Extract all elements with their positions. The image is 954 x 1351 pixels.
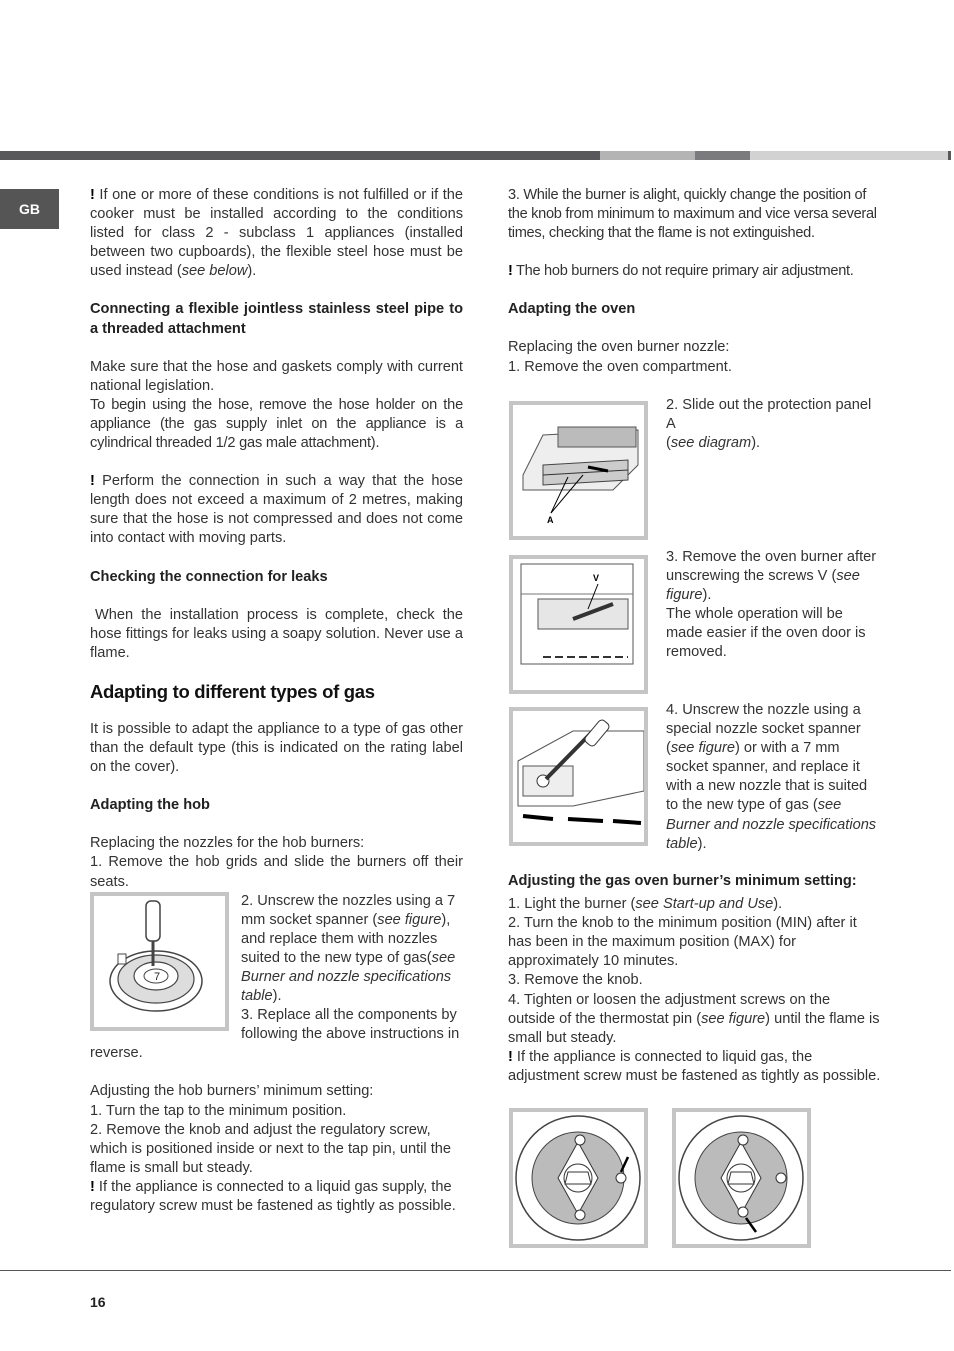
language-tab: GB bbox=[0, 189, 59, 229]
top-color-bar bbox=[0, 151, 954, 160]
thermostat-screw-figure-1 bbox=[509, 1108, 648, 1248]
step2-text: 2. Slide out the protection panel A (see diagram). bbox=[666, 397, 872, 452]
oven-nozzle-figure bbox=[509, 707, 648, 846]
oven-min-setting-section bbox=[508, 872, 881, 1086]
subheading: Connecting a flexible jointless stainless steel pipe to a threaded attachment bbox=[90, 301, 463, 337]
oven-panel-figure bbox=[509, 401, 648, 540]
paragraph: 1. Light the burner (see Start-up and Use). 2. Turn the knob to the minimum position (MIN) after it has been in the maximum position (MAX) for approximately 10 minutes. 3. Remove the knob. 4. Tighten or loosen the adjustment screws on the outside of the thermostat pin (see figure) until the flame is small but steady. ! If the appliance is connected to liquid gas, the adjustment screw must be fastened as tightly as possible. bbox=[508, 896, 881, 1084]
panel-a-label: A bbox=[547, 515, 554, 525]
oven-burner-screws-figure bbox=[509, 555, 648, 694]
paragraph: ! If one or more of these conditions is not fulfilled or if the cooker must be installed according to the conditions listed for class 2 - subclass 1 appliances (installed between two cupboards), the flexible steel hose must be used instead (see below). bbox=[90, 187, 463, 280]
left-column bbox=[90, 186, 463, 1235]
screw-v-label: V bbox=[593, 573, 600, 583]
subheading: Checking the connection for leaks bbox=[90, 568, 328, 585]
paragraph: 3. While the burner is alight, quickly change the position of the knob from minimum to maximum and vice versa several times, checking that the flame is not extinguished. bbox=[508, 187, 877, 242]
paragraph: ! Perform the connection in such a way that the hose length does not exceed a maximum of 2 metres, making sure that the hose is not compressed and does not come into contact with moving parts. bbox=[90, 473, 463, 547]
footer-divider bbox=[0, 1270, 951, 1271]
right-column bbox=[508, 186, 881, 377]
paragraph: It is possible to adapt the appliance to a type of gas other than the default type (this is indicated on the rating label on the cover). bbox=[90, 720, 463, 776]
paragraph: Adjusting the hob burners’ minimum setting: 1. Turn the tap to the minimum position. 2. Remove the knob and adjust the regulatory screw, which is positioned inside or next to the tap pin, until the flame is small but steady. ! If the appliance is connected to a liquid gas supply, the regulatory screw must be fastened as tightly as possible. bbox=[90, 1083, 456, 1215]
nozzle-size-label: 7 bbox=[154, 970, 161, 983]
paragraph: Make sure that the hose and gaskets comply with current national legislation. To begin using the hose, remove the hose holder on the appliance (the gas supply inlet on the appliance is a cylindrical threaded 1/2 gas male attachment). bbox=[90, 358, 463, 452]
paragraph: Replacing the oven burner nozzle: 1. Remove the oven compartment. bbox=[508, 339, 732, 375]
hob-nozzle-block: 7 2. Unscrew the nozzles using a 7 mm socket spanner (see figure), and replace them with nozzles suited to the new type of gas(see Burner and nozzle specifications table). 3. Replace all the components by following the above instructions in reverse. bbox=[90, 892, 460, 1062]
step3-text: 3. Remove the oven burner after unscrewing the screws V (see figure). The whole operation will be made easier if the oven door is removed. bbox=[666, 549, 877, 661]
subheading: Adapting the hob bbox=[90, 797, 210, 814]
spanner-on-burner-illustration bbox=[94, 896, 225, 1027]
paragraph: When the installation process is complete, check the hose fittings for leaks using a soapy solution. Never use a flame. bbox=[90, 606, 463, 661]
section-title: Adapting to different types of gas bbox=[90, 680, 375, 702]
thermostat-screw-figure-2 bbox=[672, 1108, 811, 1248]
paragraph: Replacing the nozzles for the hob burners: 1. Remove the hob grids and slide the burners off their seats. bbox=[90, 835, 463, 890]
subheading: Adjusting the gas oven burner’s minimum setting: bbox=[508, 873, 857, 889]
hob-nozzle-figure bbox=[90, 892, 229, 1031]
paragraph: ! The hob burners do not require primary air adjustment. bbox=[508, 263, 854, 280]
page-number: 16 bbox=[90, 1294, 106, 1310]
step4-text: 4. Unscrew the nozzle using a special nozzle socket spanner (see figure) or with a 7 mm socket spanner, and replace it with a new nozzle that is suited to the new type of gas (see Burner and nozzle specifications table). bbox=[666, 702, 877, 852]
subheading: Adapting the oven bbox=[508, 301, 636, 318]
